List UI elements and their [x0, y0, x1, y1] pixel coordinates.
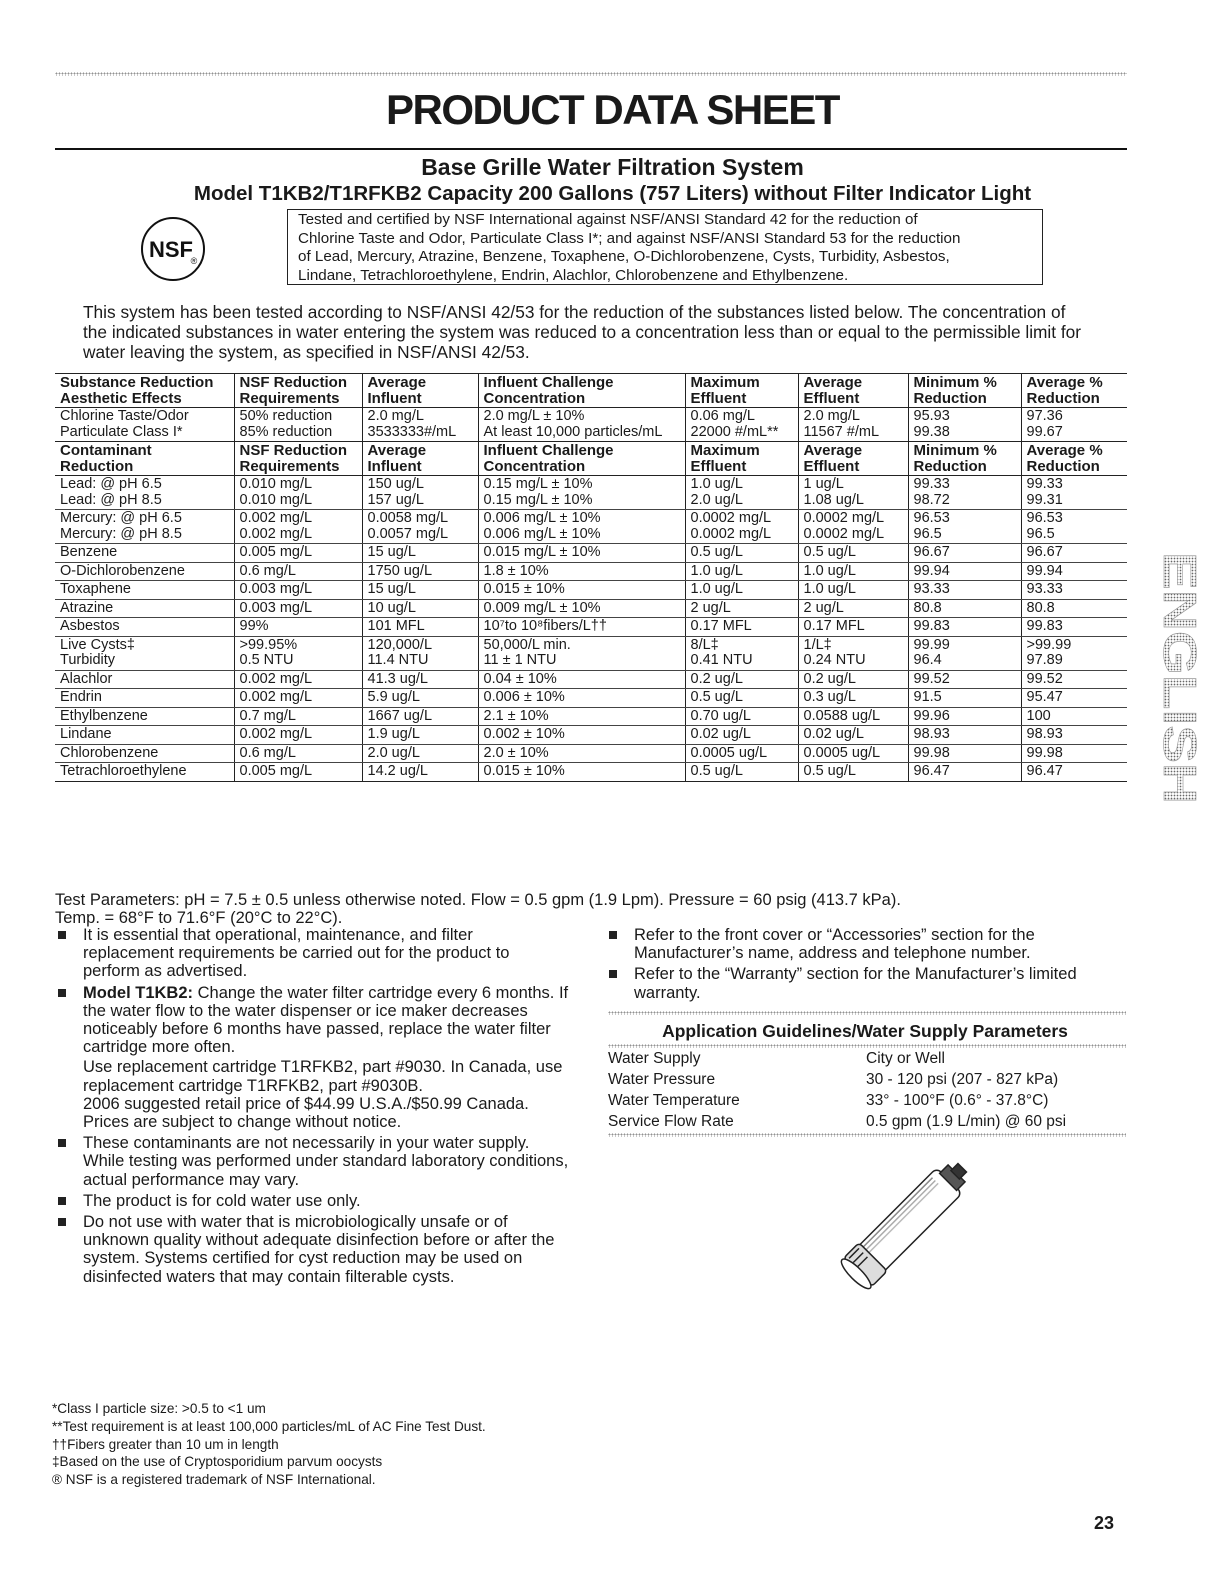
table-row [55, 763, 1127, 782]
bullet-text: These contaminants are not necessarily in your water supply. While testing was performed under standard laboratory conditions, actual performance may vary. [83, 1134, 569, 1189]
table-row [55, 744, 1127, 763]
certification-box [287, 209, 1043, 285]
table-cell: 8/L‡ 0.41 NTU [685, 636, 798, 670]
intro-line: water leaving the system, as specified in NSF/ANSI 42/53. [83, 342, 530, 362]
table-cell: 0.003 mg/L [234, 581, 362, 600]
table-cell: 99.94 [908, 562, 1021, 581]
bullet-text: The product is for cold water use only. [83, 1191, 361, 1210]
table-cell: Chlorine Taste/Odor Particulate Class I* [55, 408, 234, 442]
table-cell: 50% reduction 85% reduction [234, 408, 362, 442]
bullet-text: Use replacement cartridge T1RFKB2, part #9030. In Canada, use replacement cartridge T1RFKB2, part #9030B. [83, 1058, 563, 1095]
table-cell: 0.5 ug/L [798, 544, 908, 563]
table-cell: 99.96 [908, 707, 1021, 726]
table-cell: 0.0005 ug/L [798, 744, 908, 763]
table-cell: 99.52 [1021, 670, 1127, 689]
guidelines-row [608, 1071, 1128, 1092]
table-cell: 80.8 [1021, 599, 1127, 618]
bullet-text: Refer to the “Warranty” section for the Manufacturer’s limited warranty. [634, 965, 1077, 1002]
table-cell: 97.36 99.67 [1021, 408, 1127, 442]
table-cell: 0.015 ± 10% [478, 581, 685, 600]
bullet-item [55, 1213, 575, 1286]
footnote: ‡Based on the use of Cryptosporidium parvum oocysts [52, 1454, 383, 1470]
table-header-cell: Average Effluent [798, 442, 908, 476]
table-cell: 150 ug/L 157 ug/L [362, 476, 478, 510]
table-cell: 0.2 ug/L [798, 670, 908, 689]
test-parameters-line: Temp. = 68°F to 71.6°F (20°C to 22°C). [55, 909, 343, 927]
nsf-logo-reg: ® [190, 256, 198, 266]
table-header-cell: Substance Reduction Aesthetic Effects [55, 374, 234, 408]
table-cell: 2.0 ± 10% [478, 744, 685, 763]
table-cell: >99.99 97.89 [1021, 636, 1127, 670]
table-cell: 95.47 [1021, 689, 1127, 708]
guidelines-top-rule [608, 1011, 1126, 1015]
table-cell: 2.1 ± 10% [478, 707, 685, 726]
table-cell: Chlorobenzene [55, 744, 234, 763]
table-cell: 0.5 ug/L [685, 763, 798, 782]
table-header-cell: Average Effluent [798, 374, 908, 408]
table-cell: 1.0 ug/L [685, 581, 798, 600]
table-cell: 0.3 ug/L [798, 689, 908, 708]
cert-line: Chlorine Taste and Odor, Particulate Class I*; and against NSF/ANSI Standard 53 for the reduction [298, 229, 961, 247]
intro-paragraph [83, 302, 1143, 362]
table-cell: 5.9 ug/L [362, 689, 478, 708]
bullet-bold-label: Model T1KB2: [83, 983, 194, 1002]
table-header-cell: NSF Reduction Requirements [234, 442, 362, 476]
reduction-table [55, 373, 1127, 782]
guidelines-label: Water Supply [608, 1050, 701, 1067]
table-header-cell: NSF Reduction Requirements [234, 374, 362, 408]
table-cell: 2.0 mg/L ± 10% At least 10,000 particles/mL [478, 408, 685, 442]
nsf-logo-text: NSF [149, 237, 193, 262]
table-cell: 0.0002 mg/L 0.0002 mg/L [798, 510, 908, 544]
guidelines-value: City or Well [866, 1050, 945, 1067]
table-cell: 1.0 ug/L [685, 562, 798, 581]
table-cell: 99.83 [1021, 618, 1127, 637]
table-header-cell: Minimum % Reduction [908, 442, 1021, 476]
bullet-text: Do not use with water that is microbiologically unsafe or of unknown quality without adequate disinfection before or after the system. Systems certified for cyst reduction may be used on disinfected waters that may contain filterable cysts. [83, 1213, 555, 1286]
table-cell: Asbestos [55, 618, 234, 637]
table-cell: 0.002 mg/L [234, 689, 362, 708]
guidelines-label: Water Temperature [608, 1092, 740, 1109]
guidelines-value: 30 - 120 psi (207 - 827 kPa) [866, 1071, 1059, 1088]
table-cell: 2.0 mg/L 3533333#/mL [362, 408, 478, 442]
table-cell: 0.0588 ug/L [798, 707, 908, 726]
table-row [55, 599, 1127, 618]
table-cell: 0.015 mg/L ± 10% [478, 544, 685, 563]
model-title: Model T1KB2/T1RFKB2 Capacity 200 Gallons (757 Liters) without Filter Indicator Light [193, 182, 1032, 205]
table-cell: 99.99 96.4 [908, 636, 1021, 670]
table-cell: Live Cysts‡ Turbidity [55, 636, 234, 670]
table-cell: 0.5 ug/L [685, 689, 798, 708]
table-row [55, 562, 1127, 581]
bullet-text: Change the water filter cartridge every 6 months. If the water flow to the water dispenser or ice maker decreases noticeably before 6 months have passed, replace the water filter cartridge more often. [83, 983, 569, 1057]
table-header-cell: Average % Reduction [1021, 442, 1127, 476]
table-cell: 96.67 [908, 544, 1021, 563]
table-cell: 0.17 MFL [798, 618, 908, 637]
table-header-cell: Maximum Effluent [685, 442, 798, 476]
table-cell: 0.003 mg/L [234, 599, 362, 618]
test-parameters-line: Test Parameters: pH = 7.5 ± 0.5 unless otherwise noted. Flow = 0.5 gpm (1.9 Lpm). Pressure = 60 psig (413.7 kPa). [55, 891, 901, 909]
table-cell: 0.02 ug/L [798, 726, 908, 745]
table-cell: 120,000/L 11.4 NTU [362, 636, 478, 670]
guidelines-row [608, 1113, 1128, 1134]
table-cell: 98.93 [1021, 726, 1127, 745]
filter-cartridge-illustration [820, 1150, 980, 1310]
table-header-row [55, 374, 1127, 408]
table-cell: Alachlor [55, 670, 234, 689]
bullet-text: It is essential that operational, maintenance, and filter replacement requirements be carried out for the product to perform as advertised. [83, 926, 510, 981]
table-cell: O-Dichlorobenzene [55, 562, 234, 581]
table-row [55, 476, 1127, 510]
table-cell: 99.33 99.31 [1021, 476, 1127, 510]
intro-line: the indicated substances in water entering the system was reduced to a concentration less than or equal to the permissible limit for [83, 322, 1082, 342]
table-cell: 0.5 ug/L [798, 763, 908, 782]
bullet-item [55, 926, 575, 981]
table-header-cell: Average % Reduction [1021, 374, 1127, 408]
table-cell: 99.52 [908, 670, 1021, 689]
side-tab-text: ENGLISH [1154, 552, 1206, 757]
table-header-cell: Average Influent [362, 374, 478, 408]
table-cell: 1 ug/L 1.08 ug/L [798, 476, 908, 510]
table-cell: 0.0058 mg/L 0.0057 mg/L [362, 510, 478, 544]
table-cell: 0.002 ± 10% [478, 726, 685, 745]
table-row [55, 636, 1127, 670]
guidelines-label: Service Flow Rate [608, 1113, 734, 1130]
table-cell: 0.06 mg/L 22000 #/mL** [685, 408, 798, 442]
table-cell: 0.2 ug/L [685, 670, 798, 689]
table-row [55, 689, 1127, 708]
nsf-logo [140, 216, 206, 282]
table-cell: 0.6 mg/L [234, 744, 362, 763]
right-bullet-list [606, 926, 1126, 1005]
table-row [55, 618, 1127, 637]
table-cell: 0.002 mg/L [234, 670, 362, 689]
table-row [55, 726, 1127, 745]
table-cell: 14.2 ug/L [362, 763, 478, 782]
table-cell: 93.33 [1021, 581, 1127, 600]
table-cell: 0.015 ± 10% [478, 763, 685, 782]
table-cell: 2.0 ug/L [362, 744, 478, 763]
table-cell: 101 MFL [362, 618, 478, 637]
table-cell: 0.17 MFL [685, 618, 798, 637]
table-cell: 0.0002 mg/L 0.0002 mg/L [685, 510, 798, 544]
table-cell: 0.002 mg/L [234, 726, 362, 745]
table-cell: 1667 ug/L [362, 707, 478, 726]
table-cell: 1.0 ug/L [798, 562, 908, 581]
system-title: Base Grille Water Filtration System [421, 154, 804, 180]
guidelines-title-rule [608, 1044, 1126, 1048]
table-header-cell: Contaminant Reduction [55, 442, 234, 476]
title-rule [55, 148, 1127, 150]
table-cell: 1.8 ± 10% [478, 562, 685, 581]
table-cell: 2.0 mg/L 11567 #/mL [798, 408, 908, 442]
table-cell: 0.15 mg/L ± 10% 0.15 mg/L ± 10% [478, 476, 685, 510]
table-cell: 1/L‡ 0.24 NTU [798, 636, 908, 670]
table-cell: 1.0 ug/L 2.0 ug/L [685, 476, 798, 510]
table-row [55, 581, 1127, 600]
bullet-item [606, 965, 1126, 1001]
guidelines-row [608, 1092, 1128, 1113]
top-dotted-rule [55, 72, 1127, 76]
guidelines-bottom-rule [608, 1133, 1126, 1137]
bullet-item [55, 984, 575, 1132]
table-cell: 0.6 mg/L [234, 562, 362, 581]
table-cell: 100 [1021, 707, 1127, 726]
table-cell: 98.93 [908, 726, 1021, 745]
table-cell: Benzene [55, 544, 234, 563]
table-row [55, 670, 1127, 689]
table-cell: 15 ug/L [362, 581, 478, 600]
table-cell: 99.33 98.72 [908, 476, 1021, 510]
table-cell: 1.9 ug/L [362, 726, 478, 745]
table-cell: Toxaphene [55, 581, 234, 600]
table-cell: 2 ug/L [798, 599, 908, 618]
table-cell: 41.3 ug/L [362, 670, 478, 689]
table-cell: 96.67 [1021, 544, 1127, 563]
table-cell: 99.94 [1021, 562, 1127, 581]
table-cell: 0.70 ug/L [685, 707, 798, 726]
table-row [55, 510, 1127, 544]
bullet-text: Refer to the front cover or “Accessories” section for the Manufacturer’s name, address and telephone number. [634, 926, 1035, 963]
table-cell: 1750 ug/L [362, 562, 478, 581]
table-header-cell: Minimum % Reduction [908, 374, 1021, 408]
table-cell: 0.006 ± 10% [478, 689, 685, 708]
intro-line: This system has been tested according to NSF/ANSI 42/53 for the reduction of the substances listed below. The concentration of [83, 302, 1066, 322]
guidelines-value: 33° - 100°F (0.6° - 37.8°C) [866, 1092, 1049, 1109]
table-cell: 15 ug/L [362, 544, 478, 563]
language-side-tab [1150, 548, 1206, 810]
guidelines-title: Application Guidelines/Water Supply Parameters [662, 1021, 1068, 1041]
table-cell: 0.010 mg/L 0.010 mg/L [234, 476, 362, 510]
cert-line: Lindane, Tetrachloroethylene, Endrin, Alachlor, Chlorobenzene and Ethylbenzene. [298, 266, 849, 284]
table-cell: Tetrachloroethylene [55, 763, 234, 782]
table-cell: 0.02 ug/L [685, 726, 798, 745]
table-cell: 99.83 [908, 618, 1021, 637]
table-header-cell: Influent Challenge Concentration [478, 442, 685, 476]
guidelines-row [608, 1050, 1128, 1071]
table-header-cell: Average Influent [362, 442, 478, 476]
table-cell: 96.47 [908, 763, 1021, 782]
table-cell: 99.98 [908, 744, 1021, 763]
bullet-item [606, 926, 1126, 962]
page-title: PRODUCT DATA SHEET [386, 86, 839, 133]
footnote: **Test requirement is at least 100,000 particles/mL of AC Fine Test Dust. [52, 1418, 486, 1434]
table-cell: >99.95% 0.5 NTU [234, 636, 362, 670]
footnote: ††Fibers greater than 10 um in length [52, 1436, 279, 1452]
page-number: 23 [1094, 1513, 1115, 1533]
table-row [55, 544, 1127, 563]
guidelines-label: Water Pressure [608, 1071, 716, 1088]
table-cell: 96.47 [1021, 763, 1127, 782]
footnotes [52, 1400, 752, 1489]
table-cell: 0.006 mg/L ± 10% 0.006 mg/L ± 10% [478, 510, 685, 544]
table-cell: 0.5 ug/L [685, 544, 798, 563]
table-cell: 0.005 mg/L [234, 763, 362, 782]
bullet-item [55, 1192, 575, 1210]
table-cell: 2 ug/L [685, 599, 798, 618]
left-bullet-list [55, 926, 575, 1289]
table-cell: Ethylbenzene [55, 707, 234, 726]
table-cell: 99% [234, 618, 362, 637]
bullet-item [55, 1134, 575, 1189]
table-cell: 10⁷to 10⁸fibers/L†† [478, 618, 685, 637]
footnote: ® NSF is a registered trademark of NSF International. [52, 1472, 376, 1488]
table-cell: 0.009 mg/L ± 10% [478, 599, 685, 618]
table-cell: 91.5 [908, 689, 1021, 708]
table-cell: 10 ug/L [362, 599, 478, 618]
table-header-cell: Maximum Effluent [685, 374, 798, 408]
table-cell: 50,000/L min. 11 ± 1 NTU [478, 636, 685, 670]
test-parameters [55, 891, 1155, 927]
cert-line: of Lead, Mercury, Atrazine, Benzene, Toxaphene, O-Dichlorobenzene, Cysts, Turbidity, Asbestos, [298, 248, 950, 265]
table-row [55, 408, 1127, 442]
footnote: *Class I particle size: >0.5 to <1 um [52, 1401, 266, 1416]
table-header-cell: Influent Challenge Concentration [478, 374, 685, 408]
table-cell: 0.002 mg/L 0.002 mg/L [234, 510, 362, 544]
table-cell: 96.53 96.5 [908, 510, 1021, 544]
cert-line: Tested and certified by NSF International against NSF/ANSI Standard 42 for the reduction of [298, 211, 918, 228]
table-cell: Atrazine [55, 599, 234, 618]
table-header-row [55, 442, 1127, 476]
bullet-text: 2006 suggested retail price of $44.99 U.S.A./$50.99 Canada. Prices are subject to change without notice. [83, 1094, 529, 1132]
table-cell: 96.53 96.5 [1021, 510, 1127, 544]
table-cell: 0.04 ± 10% [478, 670, 685, 689]
table-cell: Lead: @ pH 6.5 Lead: @ pH 8.5 [55, 476, 234, 510]
table-cell: 93.33 [908, 581, 1021, 600]
table-cell: Endrin [55, 689, 234, 708]
table-cell: 1.0 ug/L [798, 581, 908, 600]
table-cell: 99.98 [1021, 744, 1127, 763]
guidelines-value: 0.5 gpm (1.9 L/min) @ 60 psi [866, 1113, 1067, 1130]
guidelines-table [608, 1050, 1128, 1134]
table-cell: 0.0005 ug/L [685, 744, 798, 763]
table-row [55, 707, 1127, 726]
table-cell: 80.8 [908, 599, 1021, 618]
table-cell: 0.005 mg/L [234, 544, 362, 563]
table-cell: 95.93 99.38 [908, 408, 1021, 442]
table-cell: Mercury: @ pH 6.5 Mercury: @ pH 8.5 [55, 510, 234, 544]
table-cell: Lindane [55, 726, 234, 745]
table-cell: 0.7 mg/L [234, 707, 362, 726]
